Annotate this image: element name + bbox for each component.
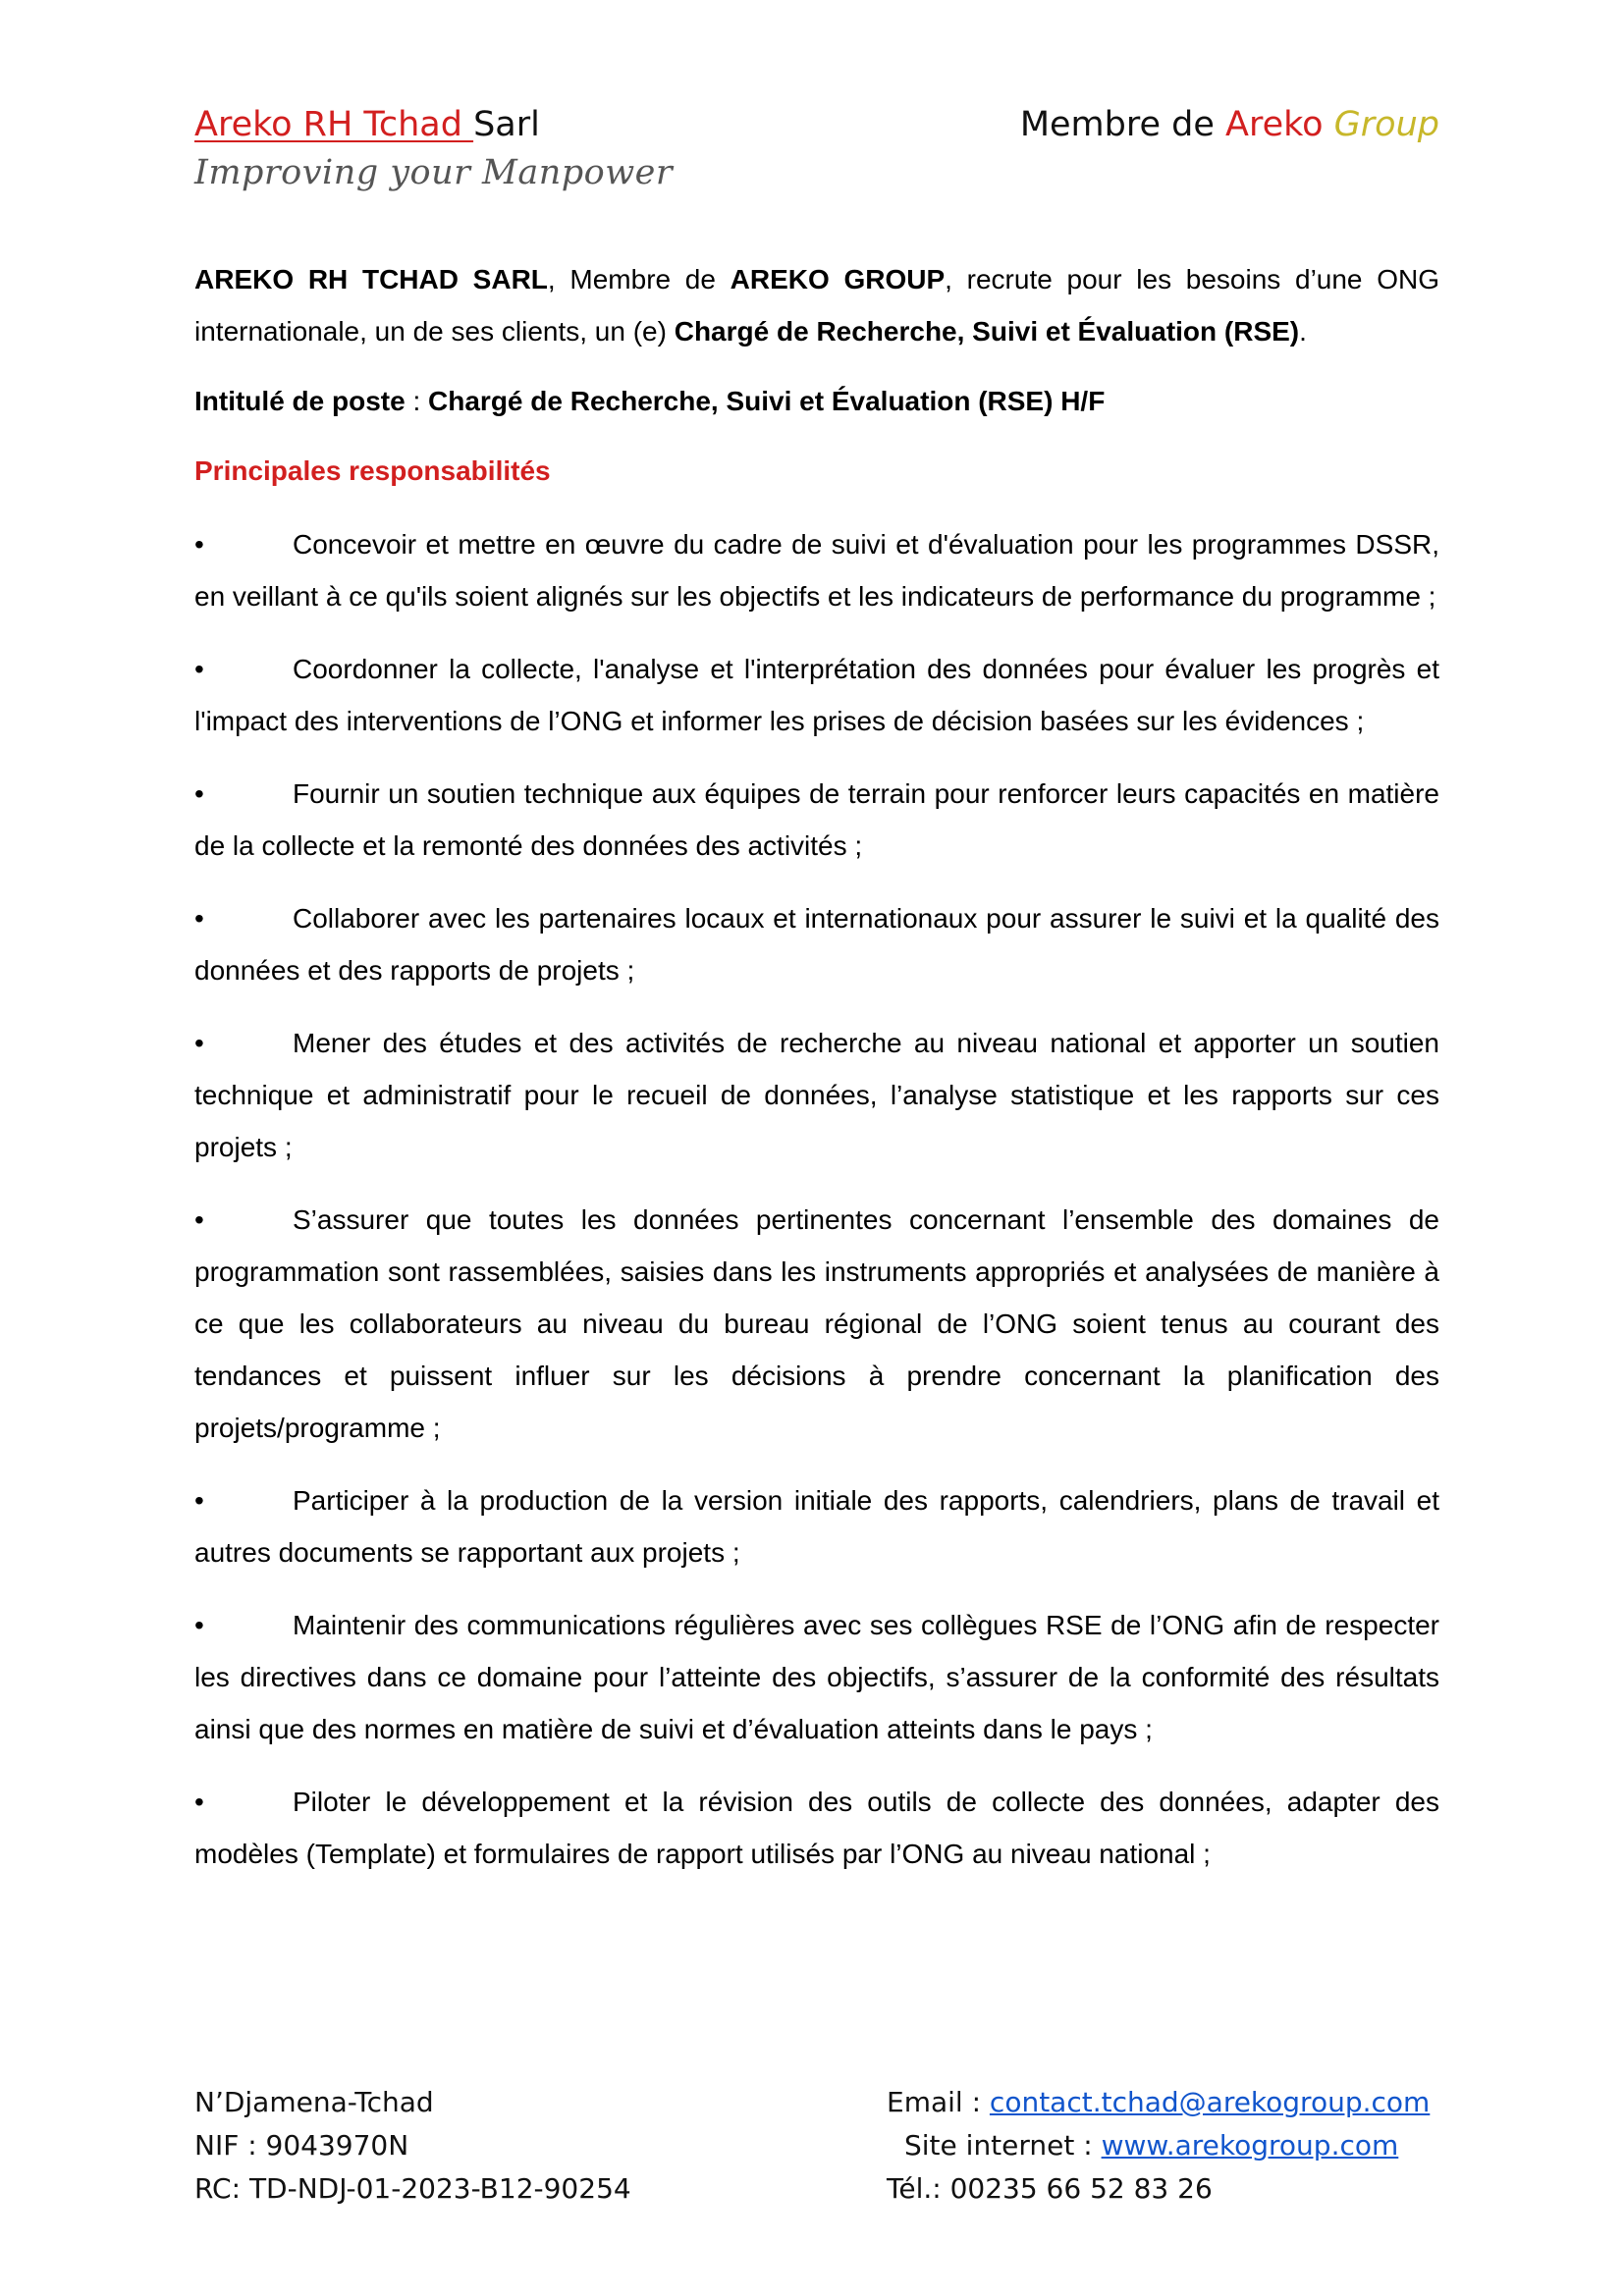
bullet-mark: •	[194, 778, 204, 809]
intro-text-3: .	[1299, 316, 1307, 347]
site-label: Site internet :	[904, 2129, 1102, 2162]
intro-company: AREKO RH TCHAD SARL	[194, 264, 548, 294]
list-item-text: Fournir un soutien technique aux équipes de terrain pour renforcer leurs capacités en matière de la collecte et la remonté des données des activités ;	[194, 778, 1439, 861]
email-label: Email :	[887, 2086, 990, 2118]
bullet-mark: •	[194, 654, 204, 684]
bullet-mark: •	[194, 529, 204, 560]
member-prefix: Membre de	[1019, 105, 1226, 144]
list-item	[194, 1194, 1439, 1454]
intro-text-1: , Membre de	[547, 264, 731, 294]
email-link[interactable]: contact.tchad@arekogroup.com	[989, 2086, 1431, 2118]
footer-email-line	[887, 2081, 1430, 2124]
bullet-mark: •	[194, 1028, 204, 1058]
intro-role: Chargé de Recherche, Suivi et Évaluation (RSE)	[674, 316, 1300, 347]
bullet-mark: •	[194, 1204, 204, 1235]
list-item-text: Collaborer avec les partenaires locaux et internationaux pour assurer le suivi et la qualité des données et des rapports de projets ;	[194, 903, 1439, 986]
list-item	[194, 1474, 1439, 1578]
list-item	[194, 518, 1439, 622]
footer-company-info	[194, 2081, 631, 2211]
footer-phone: Tél.: 00235 66 52 83 26	[887, 2172, 1213, 2205]
list-item	[194, 1017, 1439, 1173]
main-content	[194, 253, 1439, 1900]
footer-contact-info	[887, 2081, 1430, 2211]
group-membership	[1020, 100, 1439, 149]
bullet-mark: •	[194, 903, 204, 934]
footer-nif: NIF : 9043970N	[194, 2129, 409, 2162]
list-item	[194, 643, 1439, 747]
list-item-text: Concevoir et mettre en œuvre du cadre de suivi et d'évaluation pour les programmes DSSR, en veillant à ce qu'ils soient alignés sur les objectifs et les indicateurs de performance du programme ;	[194, 529, 1439, 612]
website-link[interactable]: www.arekogroup.com	[1101, 2129, 1399, 2162]
section-title: Principales responsabilités	[194, 455, 551, 486]
group-name-areko: Areko	[1225, 105, 1324, 144]
list-item	[194, 1776, 1439, 1880]
footer-rc: RC: TD-NDJ-01-2023-B12-90254	[194, 2172, 631, 2205]
list-item	[194, 892, 1439, 996]
company-name: Areko RH Tchad	[194, 105, 474, 144]
footer-city: N’Djamena-Tchad	[194, 2086, 434, 2118]
group-name-group: Group	[1323, 105, 1439, 144]
company-tagline: Improving your Manpower	[194, 153, 674, 192]
job-title-separator: :	[405, 386, 429, 416]
company-suffix: Sarl	[473, 105, 540, 144]
intro-text-2: , recrute pour les besoins d’une ONG internationale, un de ses clients, un (e)	[194, 264, 1440, 347]
list-item-text: Coordonner la collecte, l'analyse et l'interprétation des données pour évaluer les progrès et l'impact des interventions de l’ONG et informer les prises de décision basées sur les évidences ;	[194, 654, 1439, 736]
list-item	[194, 1599, 1439, 1755]
bullet-mark: •	[194, 1485, 204, 1516]
list-item-text: Participer à la production de la version initiale des rapports, calendriers, plans de travail et autres documents se rapportant aux projets ;	[194, 1485, 1439, 1568]
job-title-label: Intitulé de poste	[194, 386, 406, 416]
job-title-value: Chargé de Recherche, Suivi et Évaluation (RSE) H/F	[428, 386, 1106, 416]
bullet-mark: •	[194, 1610, 204, 1640]
list-item-text: Maintenir des communications régulières avec ses collègues RSE de l’ONG afin de respecter les directives dans ce domaine pour l’atteinte des objectifs, s’assurer de la conformité des résultats ainsi que des normes en matière de suivi et d’évaluation atteints dans le pays ;	[194, 1610, 1439, 1744]
intro-paragraph	[194, 253, 1439, 357]
bullet-mark: •	[194, 1787, 204, 1817]
list-item-text: Piloter le développement et la révision des outils de collecte des données, adapter des modèles (Template) et formulaires de rapport utilisés par l’ONG au niveau national ;	[194, 1787, 1439, 1869]
company-header	[194, 100, 540, 149]
job-title-line	[194, 375, 1439, 427]
intro-group: AREKO GROUP	[730, 264, 946, 294]
list-item-text: Mener des études et des activités de recherche au niveau national et apporter un soutien technique et administratif pour le recueil de données, l’analyse statistique et les rapports sur ces projets ;	[194, 1028, 1439, 1162]
footer-site-line	[887, 2124, 1430, 2167]
list-item-text: S’assurer que toutes les données pertinentes concernant l’ensemble des domaines de programmation sont rassemblées, saisies dans les instruments appropriés et analysées de manière à ce que les collaborateurs au niveau du bureau régional de l’ONG soient tenus au courant des tendances et puissent influer sur les décisions à prendre concernant la planification des projets/programme ;	[194, 1204, 1439, 1443]
list-item	[194, 768, 1439, 872]
responsibilities-list	[194, 518, 1439, 1880]
